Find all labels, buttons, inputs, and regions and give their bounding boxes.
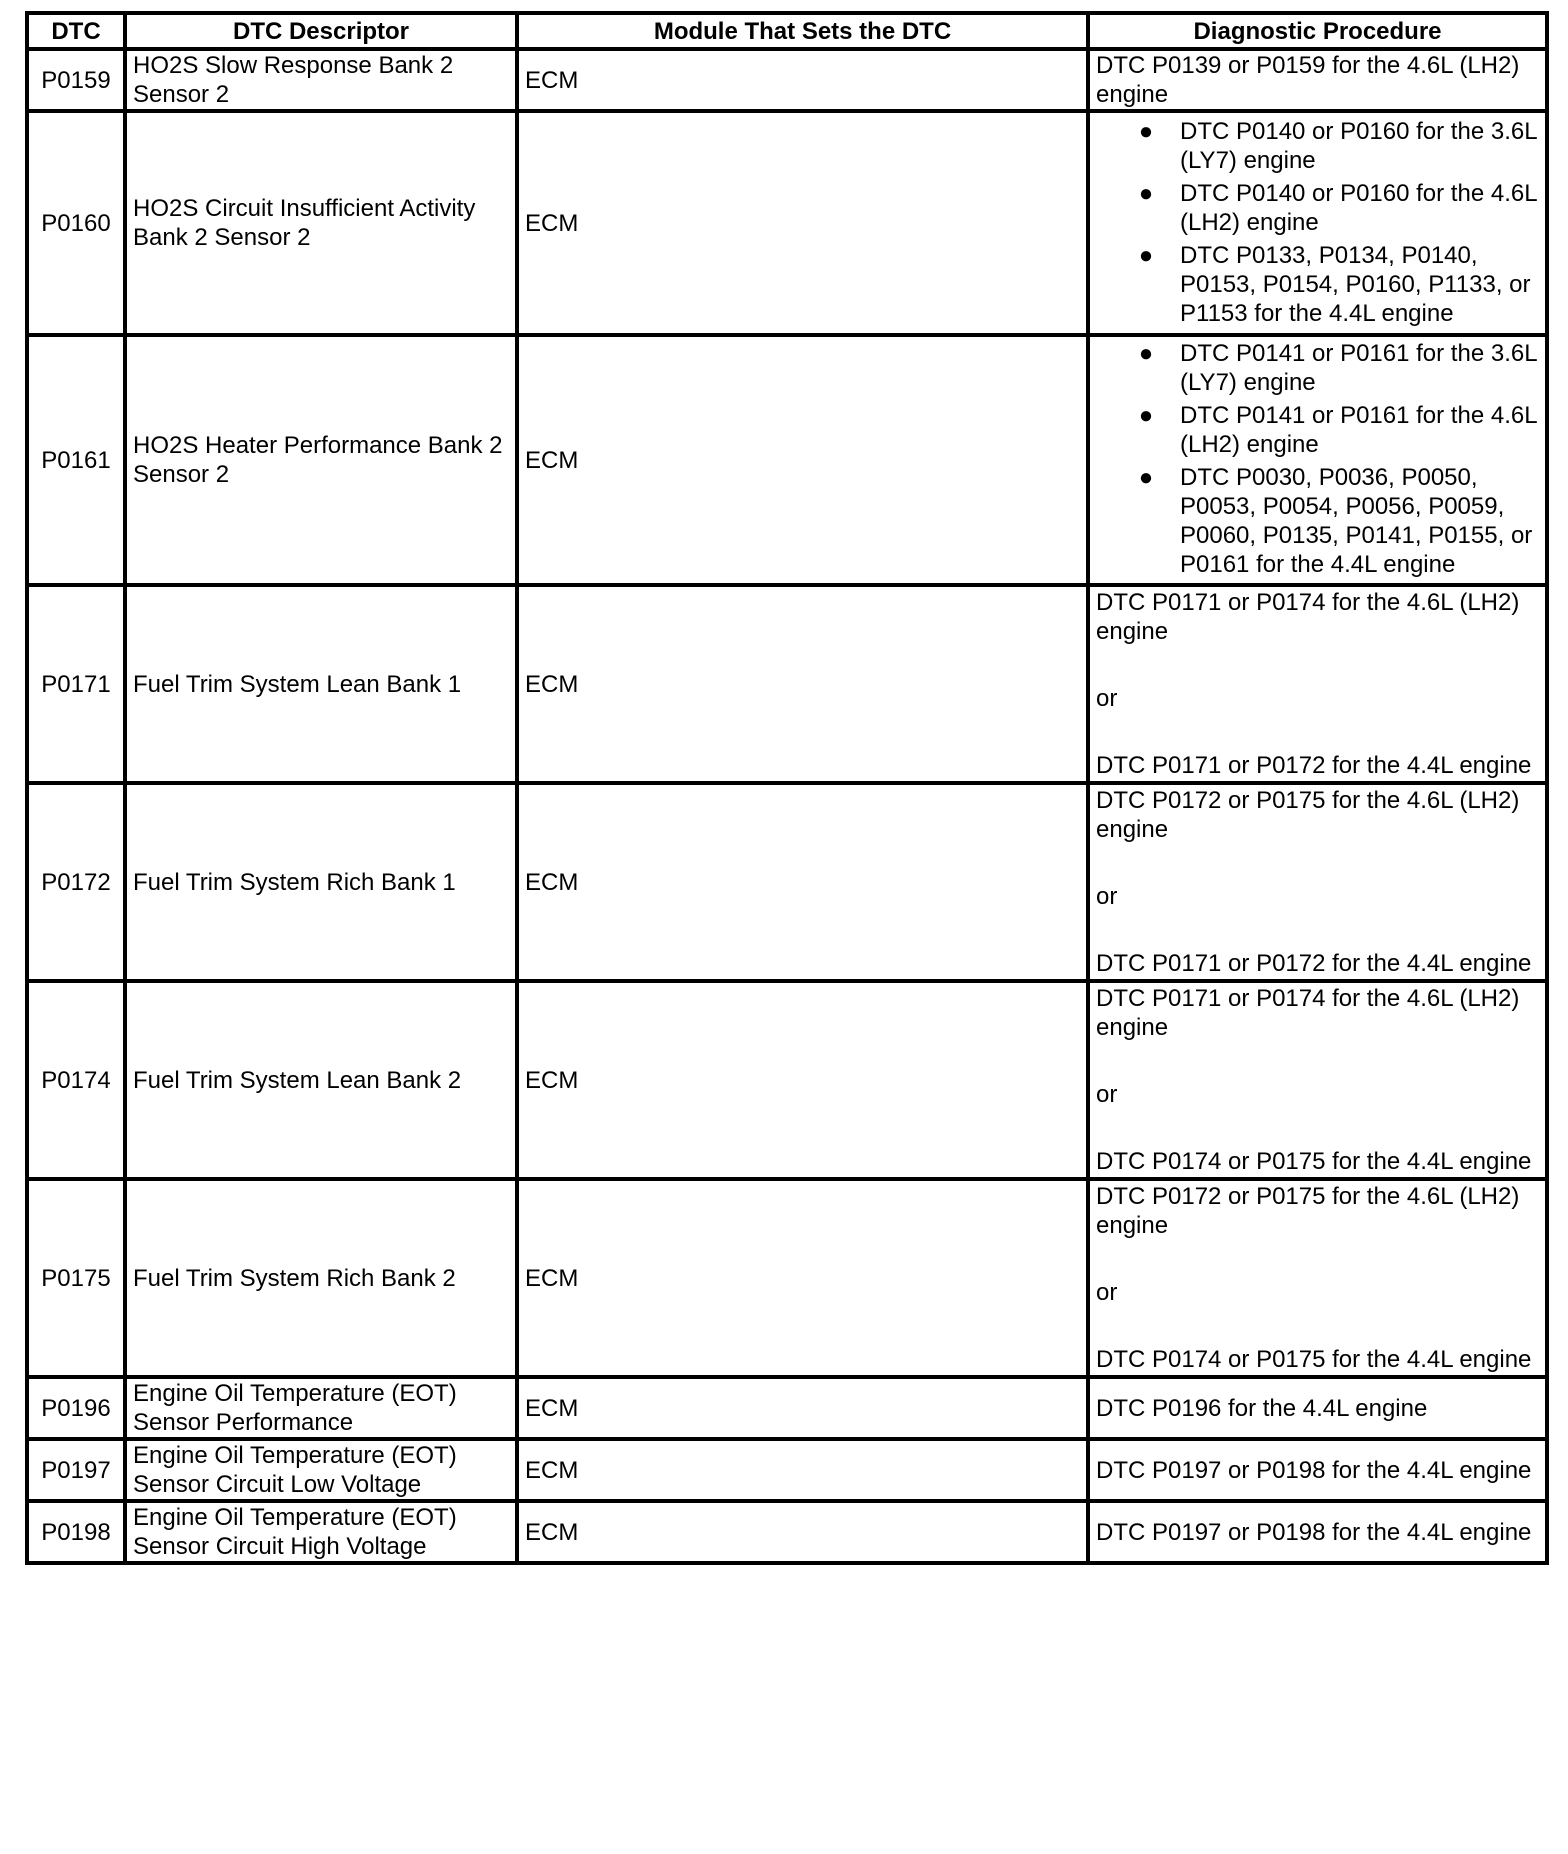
procedure-primary: DTC P0171 or P0174 for the 4.6L (LH2) engine xyxy=(1096,589,1520,645)
procedure-list xyxy=(1096,117,1539,328)
dtc-module: ECM xyxy=(517,981,1088,1179)
dtc-module: ECM xyxy=(517,1179,1088,1377)
dtc-procedure xyxy=(1088,783,1547,981)
procedure-item: DTC P0140 or P0160 for the 3.6L (LY7) engine xyxy=(1180,117,1537,174)
list-item xyxy=(1136,179,1539,237)
dtc-code: P0172 xyxy=(27,783,125,981)
table-header-row xyxy=(27,13,1547,49)
dtc-descriptor: Engine Oil Temperature (EOT) Sensor Performance xyxy=(125,1377,517,1439)
dtc-descriptor: Fuel Trim System Lean Bank 2 xyxy=(125,981,517,1179)
procedure-item: DTC P0141 or P0161 for the 4.6L (LH2) engine xyxy=(1180,402,1537,458)
header-module: Module That Sets the DTC xyxy=(517,13,1088,49)
dtc-procedure xyxy=(1088,585,1547,783)
dtc-descriptor: HO2S Heater Performance Bank 2 Sensor 2 xyxy=(125,335,517,585)
table-row xyxy=(27,1377,1547,1439)
table-row xyxy=(27,1179,1547,1377)
table-row xyxy=(27,585,1547,783)
table-row xyxy=(27,981,1547,1179)
dtc-procedure xyxy=(1088,981,1547,1179)
bullet-icon: ● xyxy=(1138,340,1154,367)
dtc-code: P0197 xyxy=(27,1439,125,1501)
list-item xyxy=(1136,241,1539,328)
dtc-code: P0160 xyxy=(27,111,125,335)
dtc-procedure: DTC P0197 or P0198 for the 4.4L engine xyxy=(1088,1501,1547,1563)
procedure-primary: DTC P0172 or P0175 for the 4.6L (LH2) engine xyxy=(1096,1183,1520,1239)
dtc-code: P0161 xyxy=(27,335,125,585)
procedure-item: DTC P0133, P0134, P0140, P0153, P0154, P0160, P1133, or P1153 for the 4.4L engine xyxy=(1180,241,1531,327)
procedure-item: DTC P0030, P0036, P0050, P0053, P0054, P0056, P0059, P0060, P0135, P0141, P0155, or P0161 for the 4.4L engine xyxy=(1180,464,1533,578)
dtc-code: P0174 xyxy=(27,981,125,1179)
dtc-module: ECM xyxy=(517,1439,1088,1501)
list-item xyxy=(1136,117,1539,175)
list-item xyxy=(1136,339,1539,397)
table-row xyxy=(27,1501,1547,1563)
dtc-code: P0198 xyxy=(27,1501,125,1563)
procedure-or: or xyxy=(1096,685,1118,712)
procedure-or: or xyxy=(1096,883,1118,910)
header-descriptor: DTC Descriptor xyxy=(125,13,517,49)
dtc-descriptor: Fuel Trim System Rich Bank 1 xyxy=(125,783,517,981)
procedure-secondary: DTC P0171 or P0172 for the 4.4L engine xyxy=(1096,752,1532,779)
header-dtc: DTC xyxy=(27,13,125,49)
table-row xyxy=(27,1439,1547,1501)
dtc-table xyxy=(25,11,1549,1565)
bullet-icon: ● xyxy=(1138,241,1154,269)
table-row xyxy=(27,111,1547,335)
dtc-descriptor: Engine Oil Temperature (EOT) Sensor Circuit Low Voltage xyxy=(125,1439,517,1501)
procedure-item: DTC P0141 or P0161 for the 3.6L (LY7) engine xyxy=(1180,340,1537,396)
bullet-icon: ● xyxy=(1138,402,1154,429)
dtc-module: ECM xyxy=(517,111,1088,335)
procedure-primary: DTC P0171 or P0174 for the 4.6L (LH2) engine xyxy=(1096,985,1520,1041)
dtc-procedure: DTC P0197 or P0198 for the 4.4L engine xyxy=(1088,1439,1547,1501)
procedure-or: or xyxy=(1096,1081,1118,1108)
dtc-module: ECM xyxy=(517,335,1088,585)
dtc-procedure xyxy=(1088,1179,1547,1377)
dtc-procedure xyxy=(1088,335,1547,585)
bullet-icon: ● xyxy=(1138,179,1154,207)
dtc-code: P0175 xyxy=(27,1179,125,1377)
dtc-descriptor: HO2S Slow Response Bank 2 Sensor 2 xyxy=(125,49,517,111)
procedure-list xyxy=(1096,339,1539,579)
procedure-or: or xyxy=(1096,1279,1118,1306)
dtc-code: P0171 xyxy=(27,585,125,783)
dtc-descriptor: HO2S Circuit Insufficient Activity Bank 2 Sensor 2 xyxy=(125,111,517,335)
dtc-code: P0159 xyxy=(27,49,125,111)
dtc-descriptor: Fuel Trim System Rich Bank 2 xyxy=(125,1179,517,1377)
dtc-module: ECM xyxy=(517,783,1088,981)
table-row xyxy=(27,783,1547,981)
dtc-descriptor: Engine Oil Temperature (EOT) Sensor Circuit High Voltage xyxy=(125,1501,517,1563)
dtc-module: ECM xyxy=(517,585,1088,783)
procedure-secondary: DTC P0174 or P0175 for the 4.4L engine xyxy=(1096,1346,1532,1373)
dtc-module: ECM xyxy=(517,1377,1088,1439)
dtc-module: ECM xyxy=(517,1501,1088,1563)
dtc-procedure: DTC P0196 for the 4.4L engine xyxy=(1088,1377,1547,1439)
list-item xyxy=(1136,463,1539,579)
dtc-procedure xyxy=(1088,111,1547,335)
bullet-icon: ● xyxy=(1138,464,1154,491)
table-row xyxy=(27,49,1547,111)
procedure-secondary: DTC P0174 or P0175 for the 4.4L engine xyxy=(1096,1148,1532,1175)
table-row xyxy=(27,335,1547,585)
header-procedure: Diagnostic Procedure xyxy=(1088,13,1547,49)
procedure-secondary: DTC P0171 or P0172 for the 4.4L engine xyxy=(1096,950,1532,977)
list-item xyxy=(1136,401,1539,459)
bullet-icon: ● xyxy=(1138,117,1154,145)
procedure-item: DTC P0140 or P0160 for the 4.6L (LH2) engine xyxy=(1180,179,1537,236)
dtc-module: ECM xyxy=(517,49,1088,111)
procedure-primary: DTC P0172 or P0175 for the 4.6L (LH2) engine xyxy=(1096,787,1520,843)
dtc-procedure: DTC P0139 or P0159 for the 4.6L (LH2) engine xyxy=(1088,49,1547,111)
dtc-code: P0196 xyxy=(27,1377,125,1439)
dtc-descriptor: Fuel Trim System Lean Bank 1 xyxy=(125,585,517,783)
